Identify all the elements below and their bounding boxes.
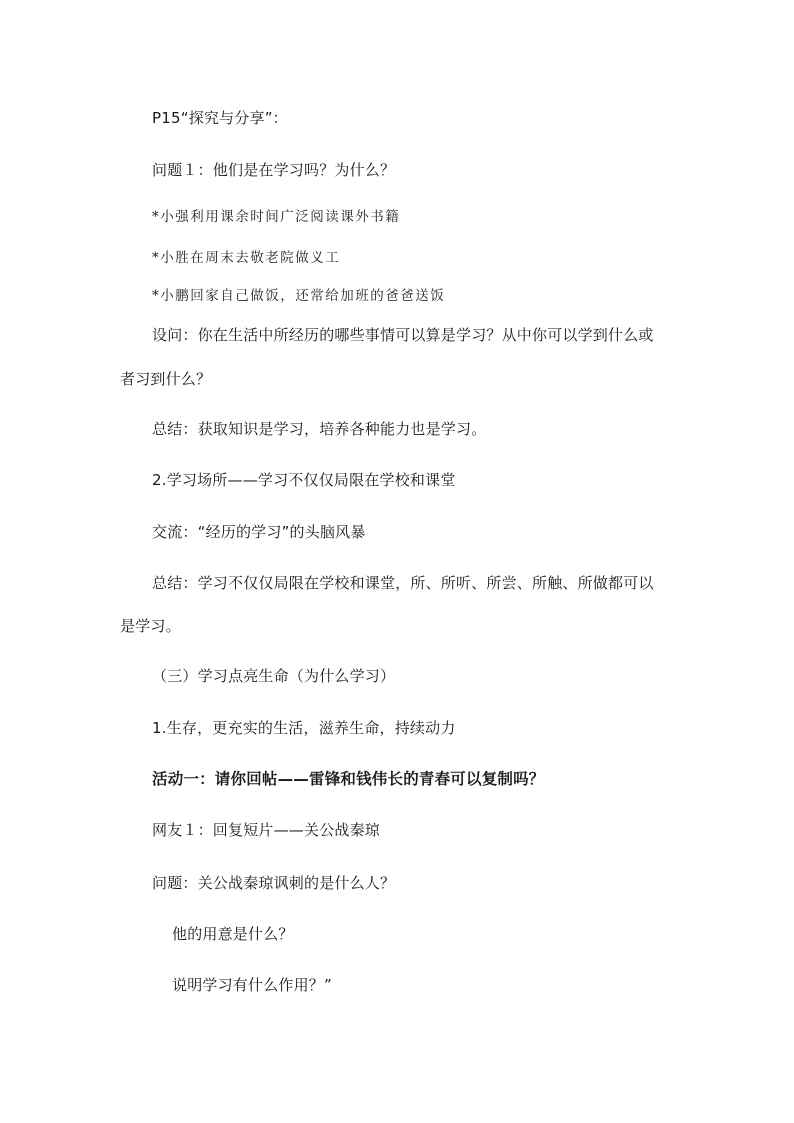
text-line-question-setup-cont: 者习到什么？ xyxy=(120,370,212,388)
text-line-question-intent: 他的用意是什么？ xyxy=(172,925,294,943)
text-line-learning-place: 2.学习场所——学习不仅仅局限在学校和课堂 xyxy=(152,471,456,489)
text-line-summary-1: 总结：获取知识是学习，培养各种能力也是学习。 xyxy=(152,420,487,438)
text-line-question-1: 问题１：他们是在学习吗？为什么？ xyxy=(152,161,396,179)
text-line-summary-2: 总结：学习不仅仅局限在学校和课堂，所、所听、所尝、所触、所做都可以 xyxy=(152,574,654,592)
text-line-question-effect: 说明学习有什么作用？” xyxy=(172,976,332,994)
text-line-bullet-1: *小强利用课余时间广泛阅读课外书籍 xyxy=(152,209,401,225)
text-line-bullet-2: *小胜在周末去敬老院做义工 xyxy=(152,250,341,266)
text-line-survival: 1.生存，更充实的生活，滋养生命，持续动力 xyxy=(152,719,456,737)
text-line-activity-one: 活动一：请你回帖——雷锋和钱伟长的青春可以复制吗？ xyxy=(152,770,545,788)
text-line-p15-heading: P15“探究与分享”： xyxy=(152,109,288,127)
text-line-summary-2-cont: 是学习。 xyxy=(120,617,181,635)
text-line-exchange: 交流：“经历的学习”的头脑风暴 xyxy=(152,523,366,541)
text-line-netizen-1: 网友１：回复短片——关公战秦琼 xyxy=(152,821,381,839)
text-line-question-setup: 设问：你在生活中所经历的哪些事情可以算是学习？从中你可以学到什么或 xyxy=(152,326,654,344)
text-line-bullet-3: *小鹏回家自己做饭，还常给加班的爸爸送饭 xyxy=(152,288,446,304)
text-line-section-three: （三）学习点亮生命（为什么学习） xyxy=(152,667,396,685)
text-line-question-satire: 问题：关公战秦琼讽刺的是什么人？ xyxy=(152,874,396,892)
